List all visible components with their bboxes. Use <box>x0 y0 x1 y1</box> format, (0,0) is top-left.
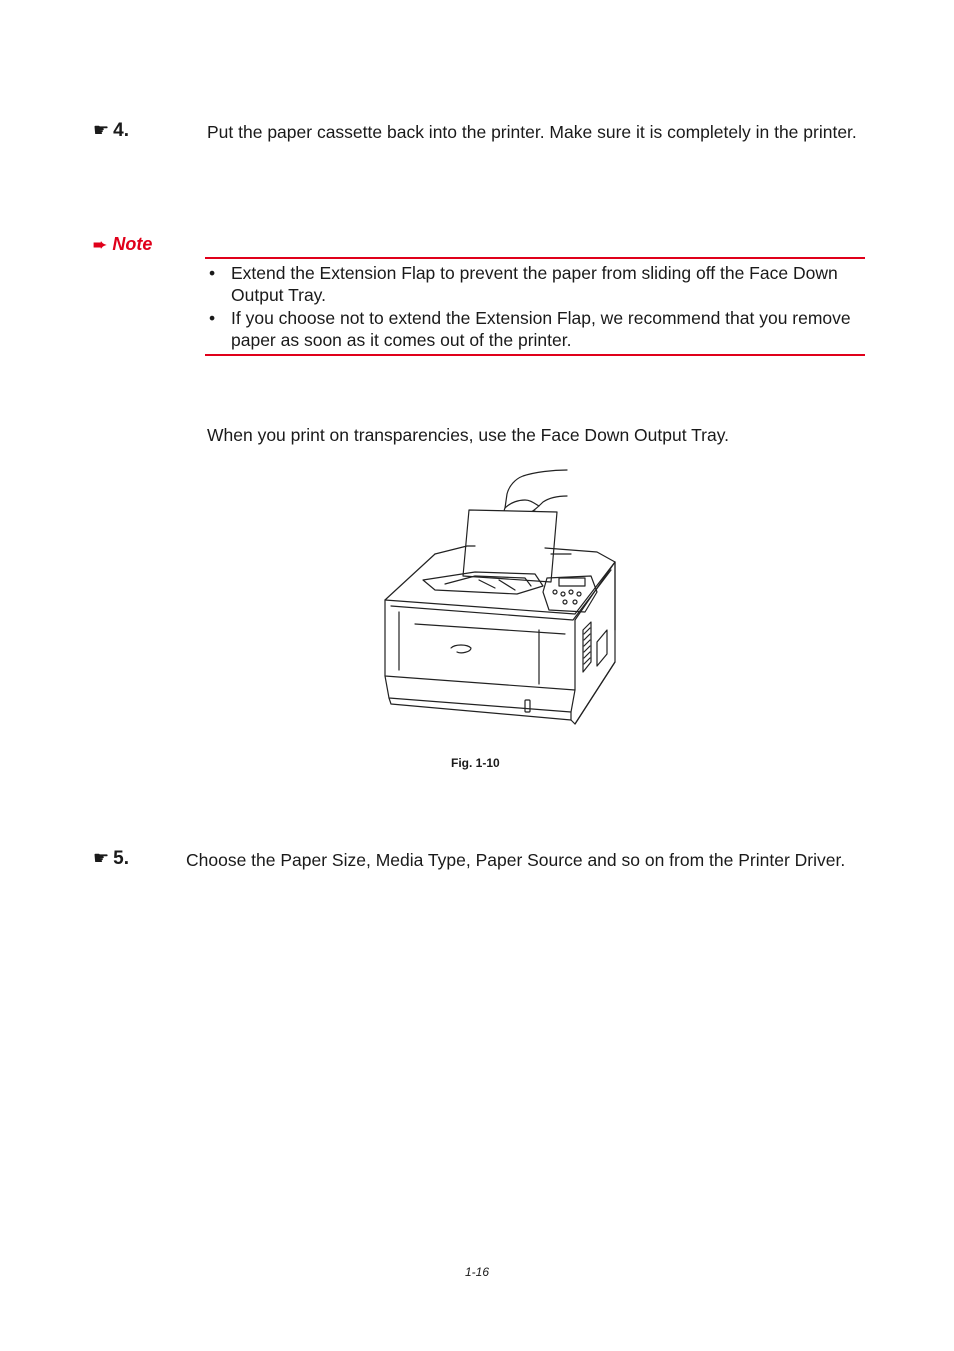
panel-button <box>553 590 557 594</box>
printer-front <box>385 600 575 690</box>
bullet-icon: • <box>209 263 216 283</box>
note-title: Note <box>112 234 153 254</box>
hand-palm <box>505 500 539 508</box>
step-5-number: 5. <box>113 848 129 869</box>
note-item-text: If you choose not to extend the Extension Flap, we recommend that you remove paper as soon as it comes out of the printer. <box>231 308 851 350</box>
cassette-indicator <box>525 700 530 712</box>
bullet-icon: • <box>209 308 216 328</box>
pointing-hand-icon: ☛ <box>93 848 110 868</box>
note-list <box>207 262 857 352</box>
note-heading <box>93 234 152 255</box>
output-tray-lines <box>479 580 515 590</box>
note-item <box>207 262 857 306</box>
transparency-text: When you print on transparencies, use the Face Down Output Tray. <box>207 425 730 445</box>
step-4-marker <box>93 120 129 142</box>
front-latch <box>451 645 471 653</box>
figure-caption: Fig. 1-10 <box>451 756 500 770</box>
note-item-text: Extend the Extension Flap to prevent the paper from sliding off the Face Down Output Tray. <box>231 263 838 305</box>
step-5-text: Choose the Paper Size, Media Type, Paper Source and so on from the Printer Driver. <box>186 850 846 870</box>
step-4-text: Put the paper cassette back into the printer. Make sure it is completely in the printer. <box>207 122 857 142</box>
arrow-icon: ➨ <box>93 237 107 254</box>
panel-button <box>573 600 577 604</box>
note-top-rule <box>205 257 865 259</box>
note-bottom-rule <box>205 354 865 356</box>
panel-button <box>563 600 567 604</box>
note-item <box>207 307 857 351</box>
panel-button <box>577 592 581 596</box>
cassette-base <box>389 698 571 720</box>
page-number: 1-16 <box>465 1265 490 1279</box>
pointing-hand-icon: ☛ <box>93 120 110 140</box>
printer-top-left <box>385 554 435 600</box>
panel-button <box>569 590 573 594</box>
paper-sheet <box>463 510 557 582</box>
side-vent-lower <box>597 630 607 666</box>
printer-illustration <box>375 462 625 737</box>
side-vent-slats <box>584 628 590 664</box>
step-5-marker <box>93 848 129 870</box>
front-cover-lines <box>399 612 565 670</box>
step-4-number: 4. <box>113 120 129 141</box>
panel-button <box>561 592 565 596</box>
lcd-display <box>559 578 585 586</box>
cassette-side <box>571 662 615 724</box>
